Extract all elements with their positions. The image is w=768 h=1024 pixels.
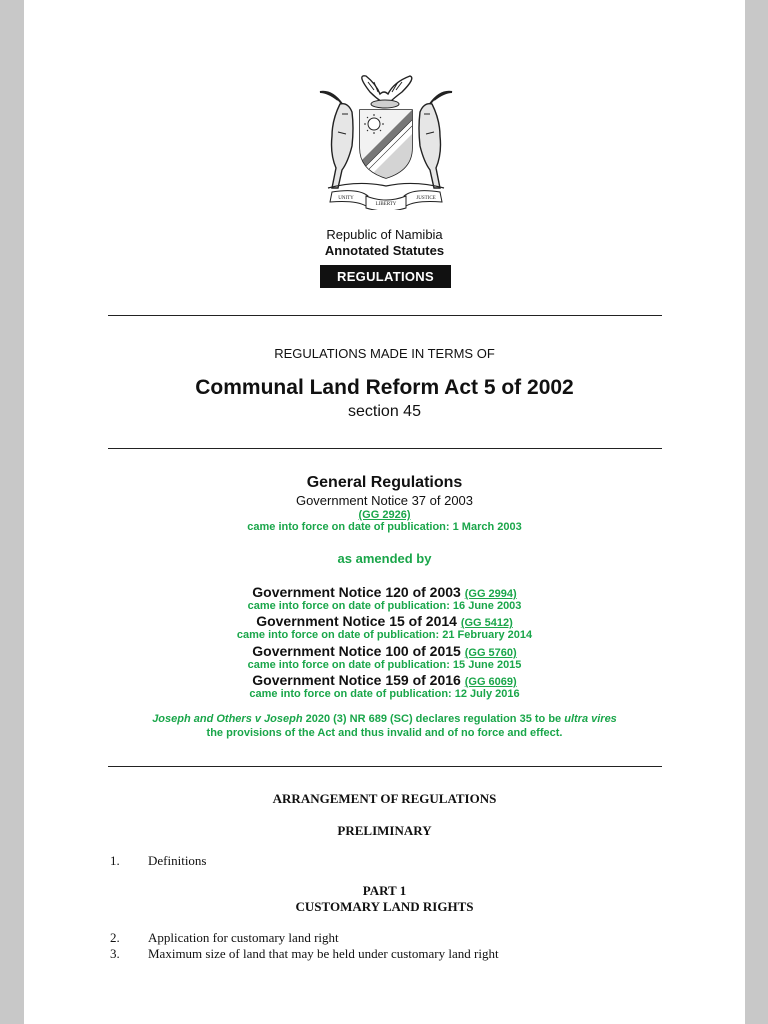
motto-unity: UNITY: [338, 196, 354, 201]
amendment-notice: [24, 672, 745, 688]
item-number: 1.: [110, 853, 120, 868]
item-number: 2.: [110, 930, 120, 945]
motto-justice: JUSTICE: [416, 196, 436, 201]
amendment-notice-text: Government Notice 120 of 2003: [252, 584, 461, 600]
regulations-badge: REGULATIONS: [320, 265, 451, 288]
item-number: 3.: [110, 946, 120, 961]
item-text[interactable]: Application for customary land right: [148, 930, 339, 945]
divider: [108, 315, 662, 316]
case-note-line2: the provisions of the Act and thus invalid and of no force and effect.: [206, 727, 563, 739]
amendment-notice-text: Government Notice 159 of 2016: [252, 672, 461, 688]
government-notice: Government Notice 37 of 2003: [295, 493, 474, 508]
amendment-notice: [24, 643, 745, 659]
amendment-notice-text: Government Notice 15 of 2014: [256, 613, 457, 629]
amendment-force-date: came into force on date of publication: 16 June 2003: [247, 600, 522, 612]
preliminary-heading: PRELIMINARY: [337, 823, 432, 838]
part-title: CUSTOMARY LAND RIGHTS: [295, 899, 474, 914]
motto-liberty: LIBERTY: [375, 202, 397, 207]
ultra-vires-text: ultra vires: [564, 713, 617, 725]
part-heading: PART 1: [362, 883, 407, 898]
divider: [108, 448, 662, 449]
amendment-force-date: came into force on date of publication: 12 July 2016: [249, 688, 520, 700]
made-in-terms-label: REGULATIONS MADE IN TERMS OF: [274, 346, 495, 361]
republic-label: Republic of Namibia: [326, 227, 443, 242]
amended-by-label: as amended by: [337, 551, 432, 566]
arrangement-heading: ARRANGEMENT OF REGULATIONS: [272, 791, 497, 806]
amendment-notice: [24, 584, 745, 600]
case-citation: 2020 (3) NR 689 (SC) declares regulation 35 to be: [302, 713, 565, 725]
force-date: came into force on date of publication: 1 March 2003: [247, 521, 522, 533]
general-regulations-title: General Regulations: [306, 474, 463, 491]
divider: [108, 766, 662, 767]
annotated-statutes-label: Annotated Statutes: [324, 243, 445, 258]
amendment-notice: [24, 613, 745, 629]
gazette-link[interactable]: (GG 2994): [464, 588, 517, 600]
item-text[interactable]: Maximum size of land that may be held under customary land right: [148, 946, 499, 961]
gazette-link[interactable]: (GG 5412): [460, 617, 513, 629]
amendment-notice-text: Government Notice 100 of 2015: [252, 643, 461, 659]
item-text[interactable]: Definitions: [148, 853, 207, 868]
document-page: [24, 0, 745, 1024]
namibia-coat-of-arms-icon: [318, 70, 454, 210]
case-name: Joseph and Others v Joseph: [152, 713, 303, 725]
amendment-force-date: came into force on date of publication: 21 February 2014: [236, 629, 533, 641]
gazette-link[interactable]: (GG 6069): [464, 676, 517, 688]
act-title: Communal Land Reform Act 5 of 2002: [195, 376, 574, 399]
section-label: section 45: [348, 403, 421, 420]
gazette-link[interactable]: (GG 5760): [464, 647, 517, 659]
case-note: [24, 713, 745, 725]
amendment-force-date: came into force on date of publication: 15 June 2015: [247, 659, 522, 671]
gazette-link[interactable]: (GG 2926): [358, 509, 411, 521]
